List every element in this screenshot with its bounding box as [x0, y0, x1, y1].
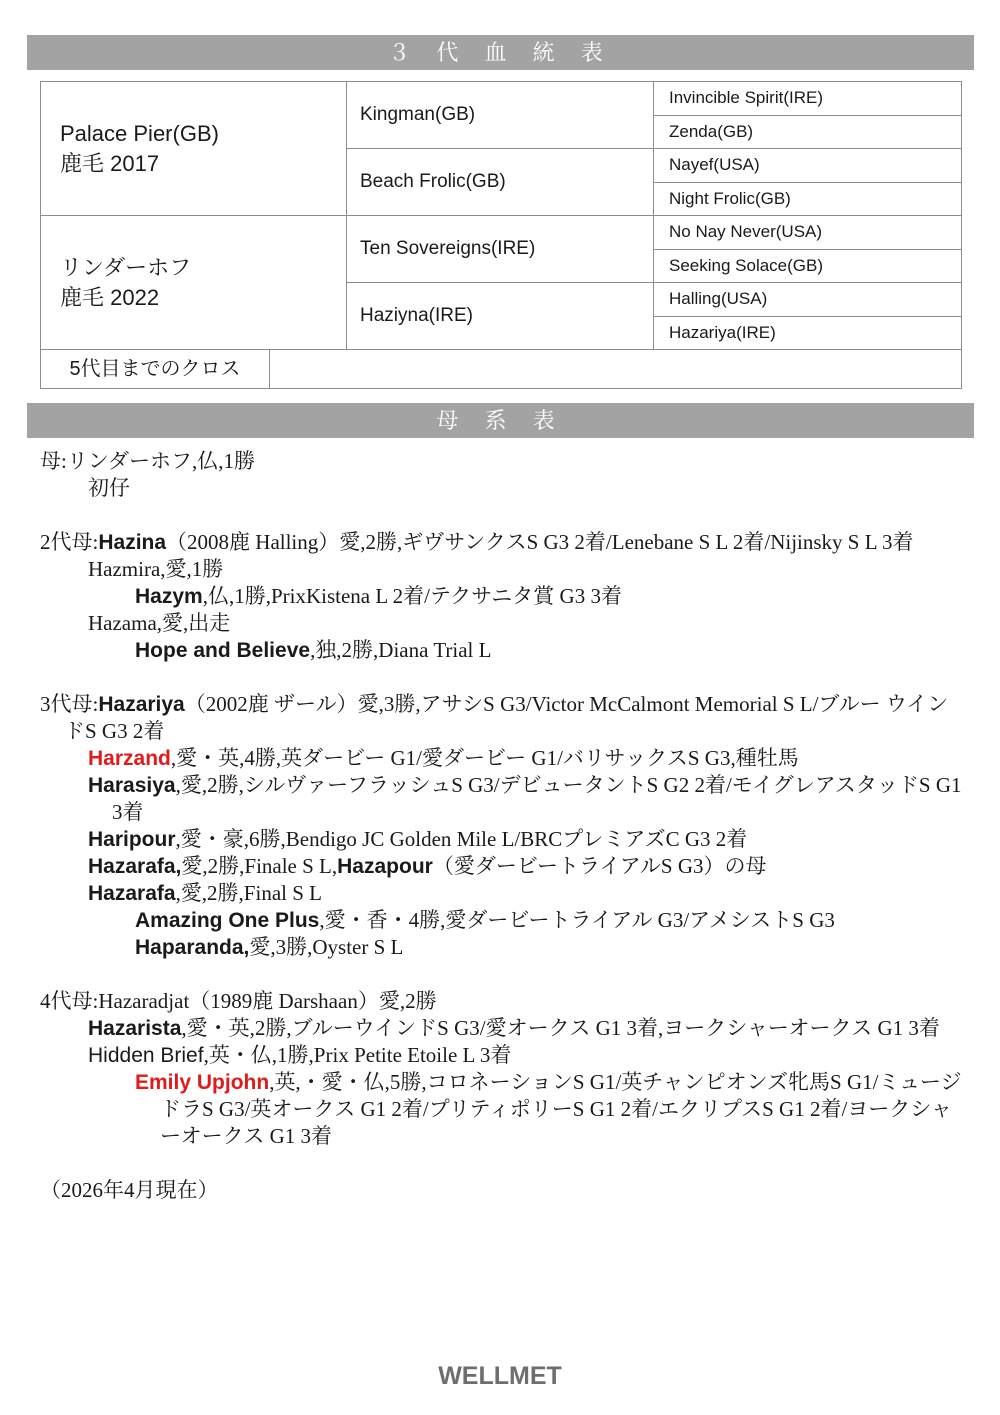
dam-name: リンダーホフ	[60, 254, 192, 280]
highlight-name: Harzand	[88, 747, 171, 770]
gen3-cell: Hazariya(IRE)	[654, 316, 962, 350]
gen3-cell: Nayef(USA)	[654, 149, 962, 183]
dam-line: 母:リンダーホフ,仏,1勝	[40, 449, 256, 473]
third-dam-name: Hazariya	[98, 693, 185, 716]
gen2-cell: Beach Frolic(GB)	[347, 149, 654, 216]
second-dam-name: Hazina	[98, 531, 167, 554]
gen3-cell: Halling(USA)	[654, 283, 962, 317]
list-item: Hazama,愛,出走	[88, 611, 231, 635]
gen2-cell: Haziyna(IRE)	[347, 283, 654, 350]
list-item: Harzand,愛・英,4勝,英ダービー G1/愛ダービー G1/バリサックスS G3,種牡馬	[88, 746, 799, 770]
gen2-cell: Kingman(GB)	[347, 82, 654, 149]
list-item: Hazarafa,愛,2勝,Final S L	[88, 881, 322, 905]
gen2-cell: Ten Sovereigns(IRE)	[347, 216, 654, 283]
list-item: Hazym,仏,1勝,PrixKistena L 2着/テクサニタ賞 G3 3着	[135, 584, 622, 608]
pedigree-section-header: ３ 代 血 統 表	[27, 35, 974, 70]
dam-info: 鹿毛 2022	[60, 284, 160, 310]
family-section-header: 母 系 表	[27, 403, 974, 438]
list-item: Hazarafa,愛,2勝,Finale S L,Hazapour（愛ダービートライアルS G3）の母	[88, 854, 767, 878]
sire-info: 鹿毛 2017	[60, 150, 160, 176]
list-item: Amazing One Plus,愛・香・4勝,愛ダービートライアル G3/アメシストS G3	[135, 908, 835, 932]
cross-value	[270, 350, 961, 388]
gen3-cell: Seeking Solace(GB)	[654, 249, 962, 283]
sire-name: Palace Pier(GB)	[60, 120, 219, 146]
list-item: Emily Upjohn,英,・愛・仏,5勝,コロネーションS G1/英チャンピオンズ牝馬S G1/ミュージドラS G3/英オークス G1 2着/プリティポリーS G1 2着/エクリプスS G1 2着/ヨークシャーオークス G1 3着	[135, 1070, 962, 1148]
gen3-cell: Night Frolic(GB)	[654, 182, 962, 216]
gen3-cell: Zenda(GB)	[654, 115, 962, 149]
list-item: Harasiya,愛,2勝,シルヴァーフラッシュS G3/デビュータントS G2 2着/モイグレアスタッドS G1 3着	[88, 773, 962, 824]
brand-logo: WELLMET	[438, 1362, 562, 1390]
list-item: Hazarista,愛・英,2勝,ブルーウインドS G3/愛オークス G1 3着,ヨークシャーオークス G1 3着	[88, 1016, 940, 1040]
highlight-name: Emily Upjohn	[135, 1071, 270, 1094]
gen3-cell: No Nay Never(USA)	[654, 216, 962, 250]
second-dam-line: 2代母:Hazina（2008鹿 Halling）愛,2勝,ギヴサンクスS G3 2着/Lenebane S L 2着/Nijinsky S L 3着	[40, 530, 914, 554]
list-item: Haripour,愛・豪,6勝,Bendigo JC Golden Mile L/BRCプレミアズC G3 2着	[88, 827, 748, 851]
list-item: Hidden Brief,英・仏,1勝,Prix Petite Etoile L 3着	[88, 1043, 512, 1067]
list-item: Hazmira,愛,1勝	[88, 557, 224, 581]
list-item: Hope and Believe,独,2勝,Diana Trial L	[135, 638, 492, 662]
dam-cell	[41, 216, 347, 350]
dam-note: 初仔	[88, 476, 130, 500]
gen3-cell: Invincible Spirit(IRE)	[654, 82, 962, 116]
list-item: Haparanda,愛,3勝,Oyster S L	[135, 935, 404, 959]
sire-cell	[41, 82, 347, 216]
fourth-dam-line: 4代母:Hazaradjat（1989鹿 Darshaan）愛,2勝	[40, 989, 437, 1013]
cross-label: 5代目までのクロス	[41, 350, 270, 388]
footnote: （2026年4月現在）	[40, 1178, 219, 1202]
family-table	[40, 448, 965, 1204]
pedigree-table	[40, 81, 962, 389]
cross-row	[41, 350, 962, 389]
third-dam-line: 3代母:Hazariya（2002鹿 ザール）愛,3勝,アサシS G3/Victor McCalmont Memorial S L/ブルー ウインドS G3 2着	[40, 692, 949, 743]
